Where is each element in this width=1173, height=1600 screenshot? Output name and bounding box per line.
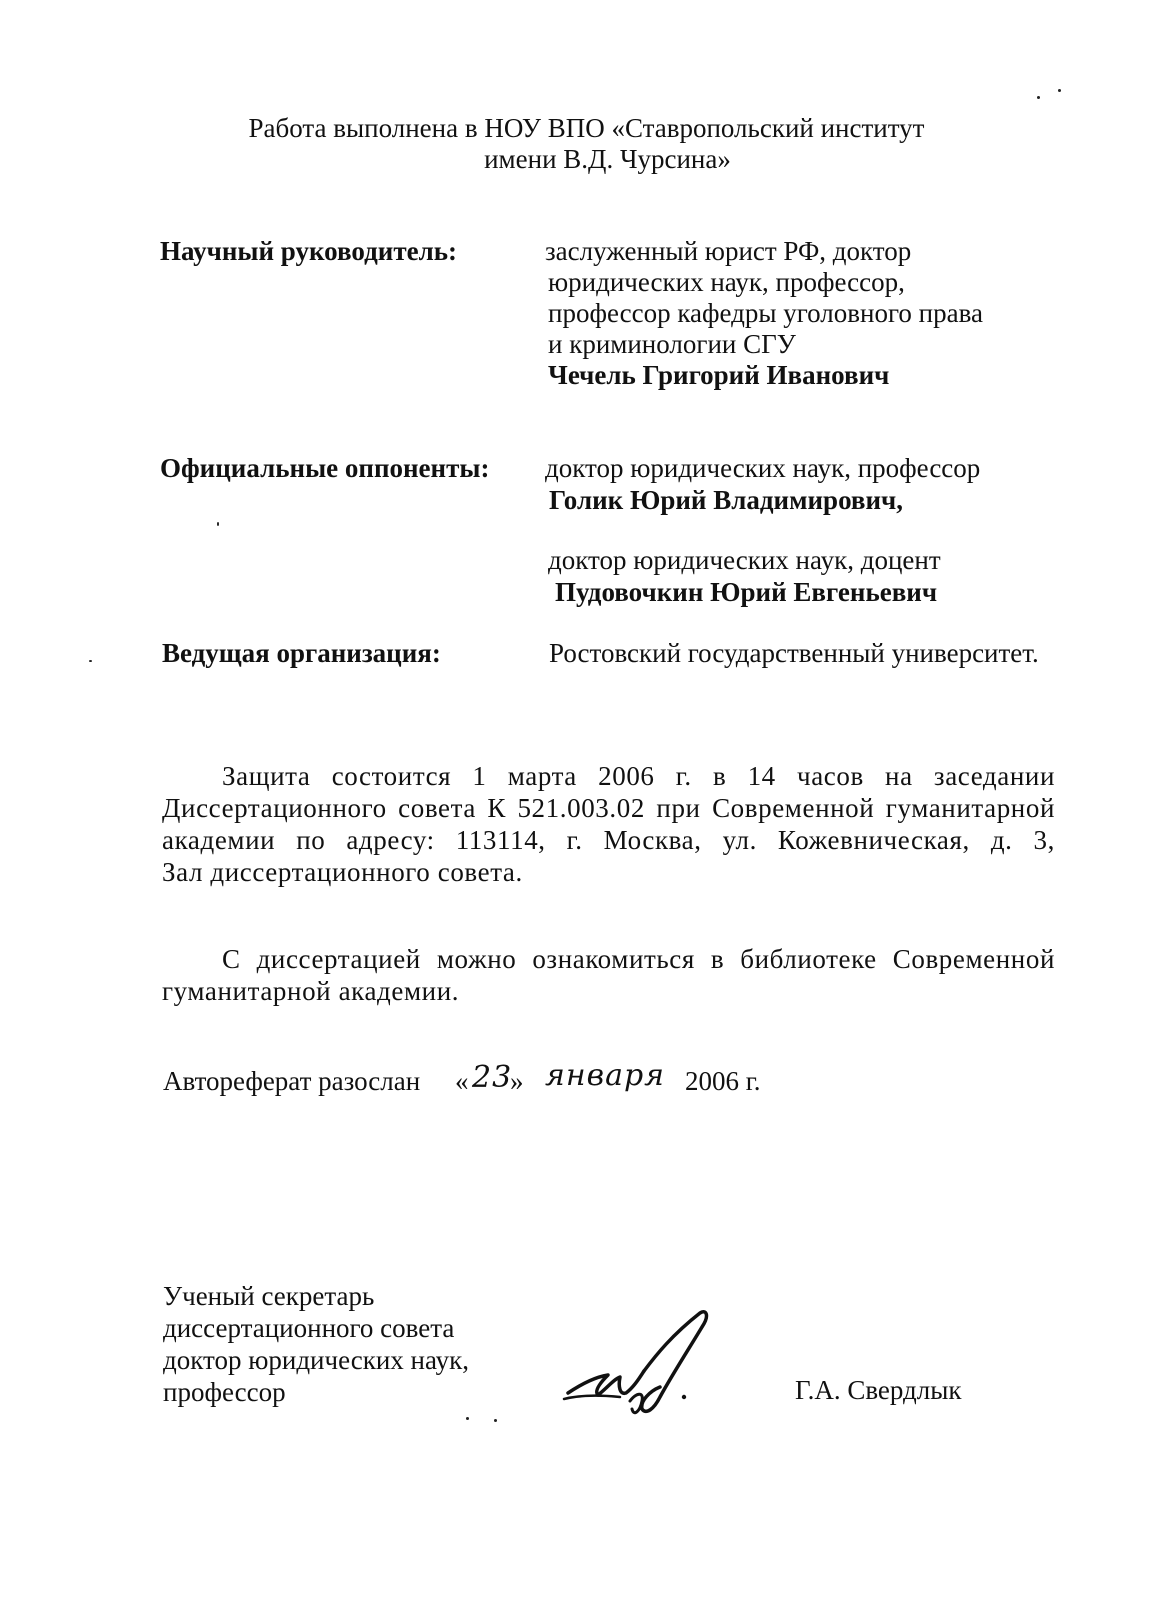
mailing-label: Автореферат разослан	[163, 1066, 421, 1096]
opponent-1-name: Голик Юрий Владимирович,	[549, 485, 904, 515]
supervisor-credentials-line: профессор кафедры уголовного права	[548, 298, 983, 328]
supervisor-credentials-line: и криминологии СГУ	[548, 329, 796, 359]
opponent-2-name: Пудовочкин Юрий Евгеньевич	[555, 577, 938, 607]
leading-organization-value: Ростовский государственный университет.	[549, 638, 1039, 668]
defense-line: Диссертационного совета К 521.003.02 при Современной гуманитарной	[162, 793, 1055, 823]
secretary-title-line: доктор юридических наук,	[163, 1345, 469, 1375]
library-line: С диссертацией можно ознакомиться в библиотеке Современной	[222, 944, 1055, 974]
mailing-month-handwritten: января	[545, 1058, 666, 1093]
scan-speck	[89, 660, 92, 662]
supervisor-label: Научный руководитель:	[160, 236, 457, 266]
scan-speck	[1058, 89, 1061, 92]
secretary-title-line: Ученый секретарь	[163, 1281, 375, 1311]
defense-line: академии по адресу: 113114, г. Москва, ул. Кожевническая, д. 3,	[162, 825, 1055, 855]
defense-paragraph	[162, 760, 1055, 888]
scan-speck	[494, 1419, 497, 1422]
supervisor-name: Чечель Григорий Иванович	[548, 360, 890, 390]
supervisor-credentials-line: заслуженный юрист РФ, доктор	[545, 236, 912, 266]
signature-image	[560, 1305, 710, 1430]
opponents-label: Официальные оппоненты:	[160, 453, 490, 483]
institution-header-line1: Работа выполнена в НОУ ВПО «Ставропольский институт	[248, 113, 925, 143]
institution-header-line2: имени В.Д. Чурсина»	[484, 144, 731, 174]
mailing-year: 2006 г.	[685, 1066, 761, 1096]
scan-speck	[1037, 96, 1040, 99]
opponent-1-title: доктор юридических наук, профессор	[545, 453, 981, 483]
leading-organization-label: Ведущая организация:	[162, 638, 441, 668]
supervisor-credentials-line: юридических наук, профессор,	[548, 267, 905, 297]
scan-speck	[466, 1417, 469, 1420]
secretary-name: Г.А. Свердлык	[795, 1375, 962, 1405]
secretary-title-line: профессор	[163, 1377, 286, 1407]
secretary-title-line: диссертационного совета	[163, 1313, 455, 1343]
scan-speck	[217, 522, 219, 526]
defense-line: Зал диссертационного совета.	[162, 857, 523, 887]
defense-line: Защита состоится 1 марта 2006 г. в 14 часов на заседании	[222, 761, 1055, 791]
mailing-open-quote: «	[455, 1066, 469, 1096]
library-line: гуманитарной академии.	[162, 976, 460, 1006]
library-paragraph	[162, 943, 1055, 1007]
mailing-close-quote: »	[510, 1066, 524, 1096]
opponent-2-title: доктор юридических наук, доцент	[548, 545, 941, 575]
mailing-day-handwritten: 23	[472, 1060, 513, 1095]
